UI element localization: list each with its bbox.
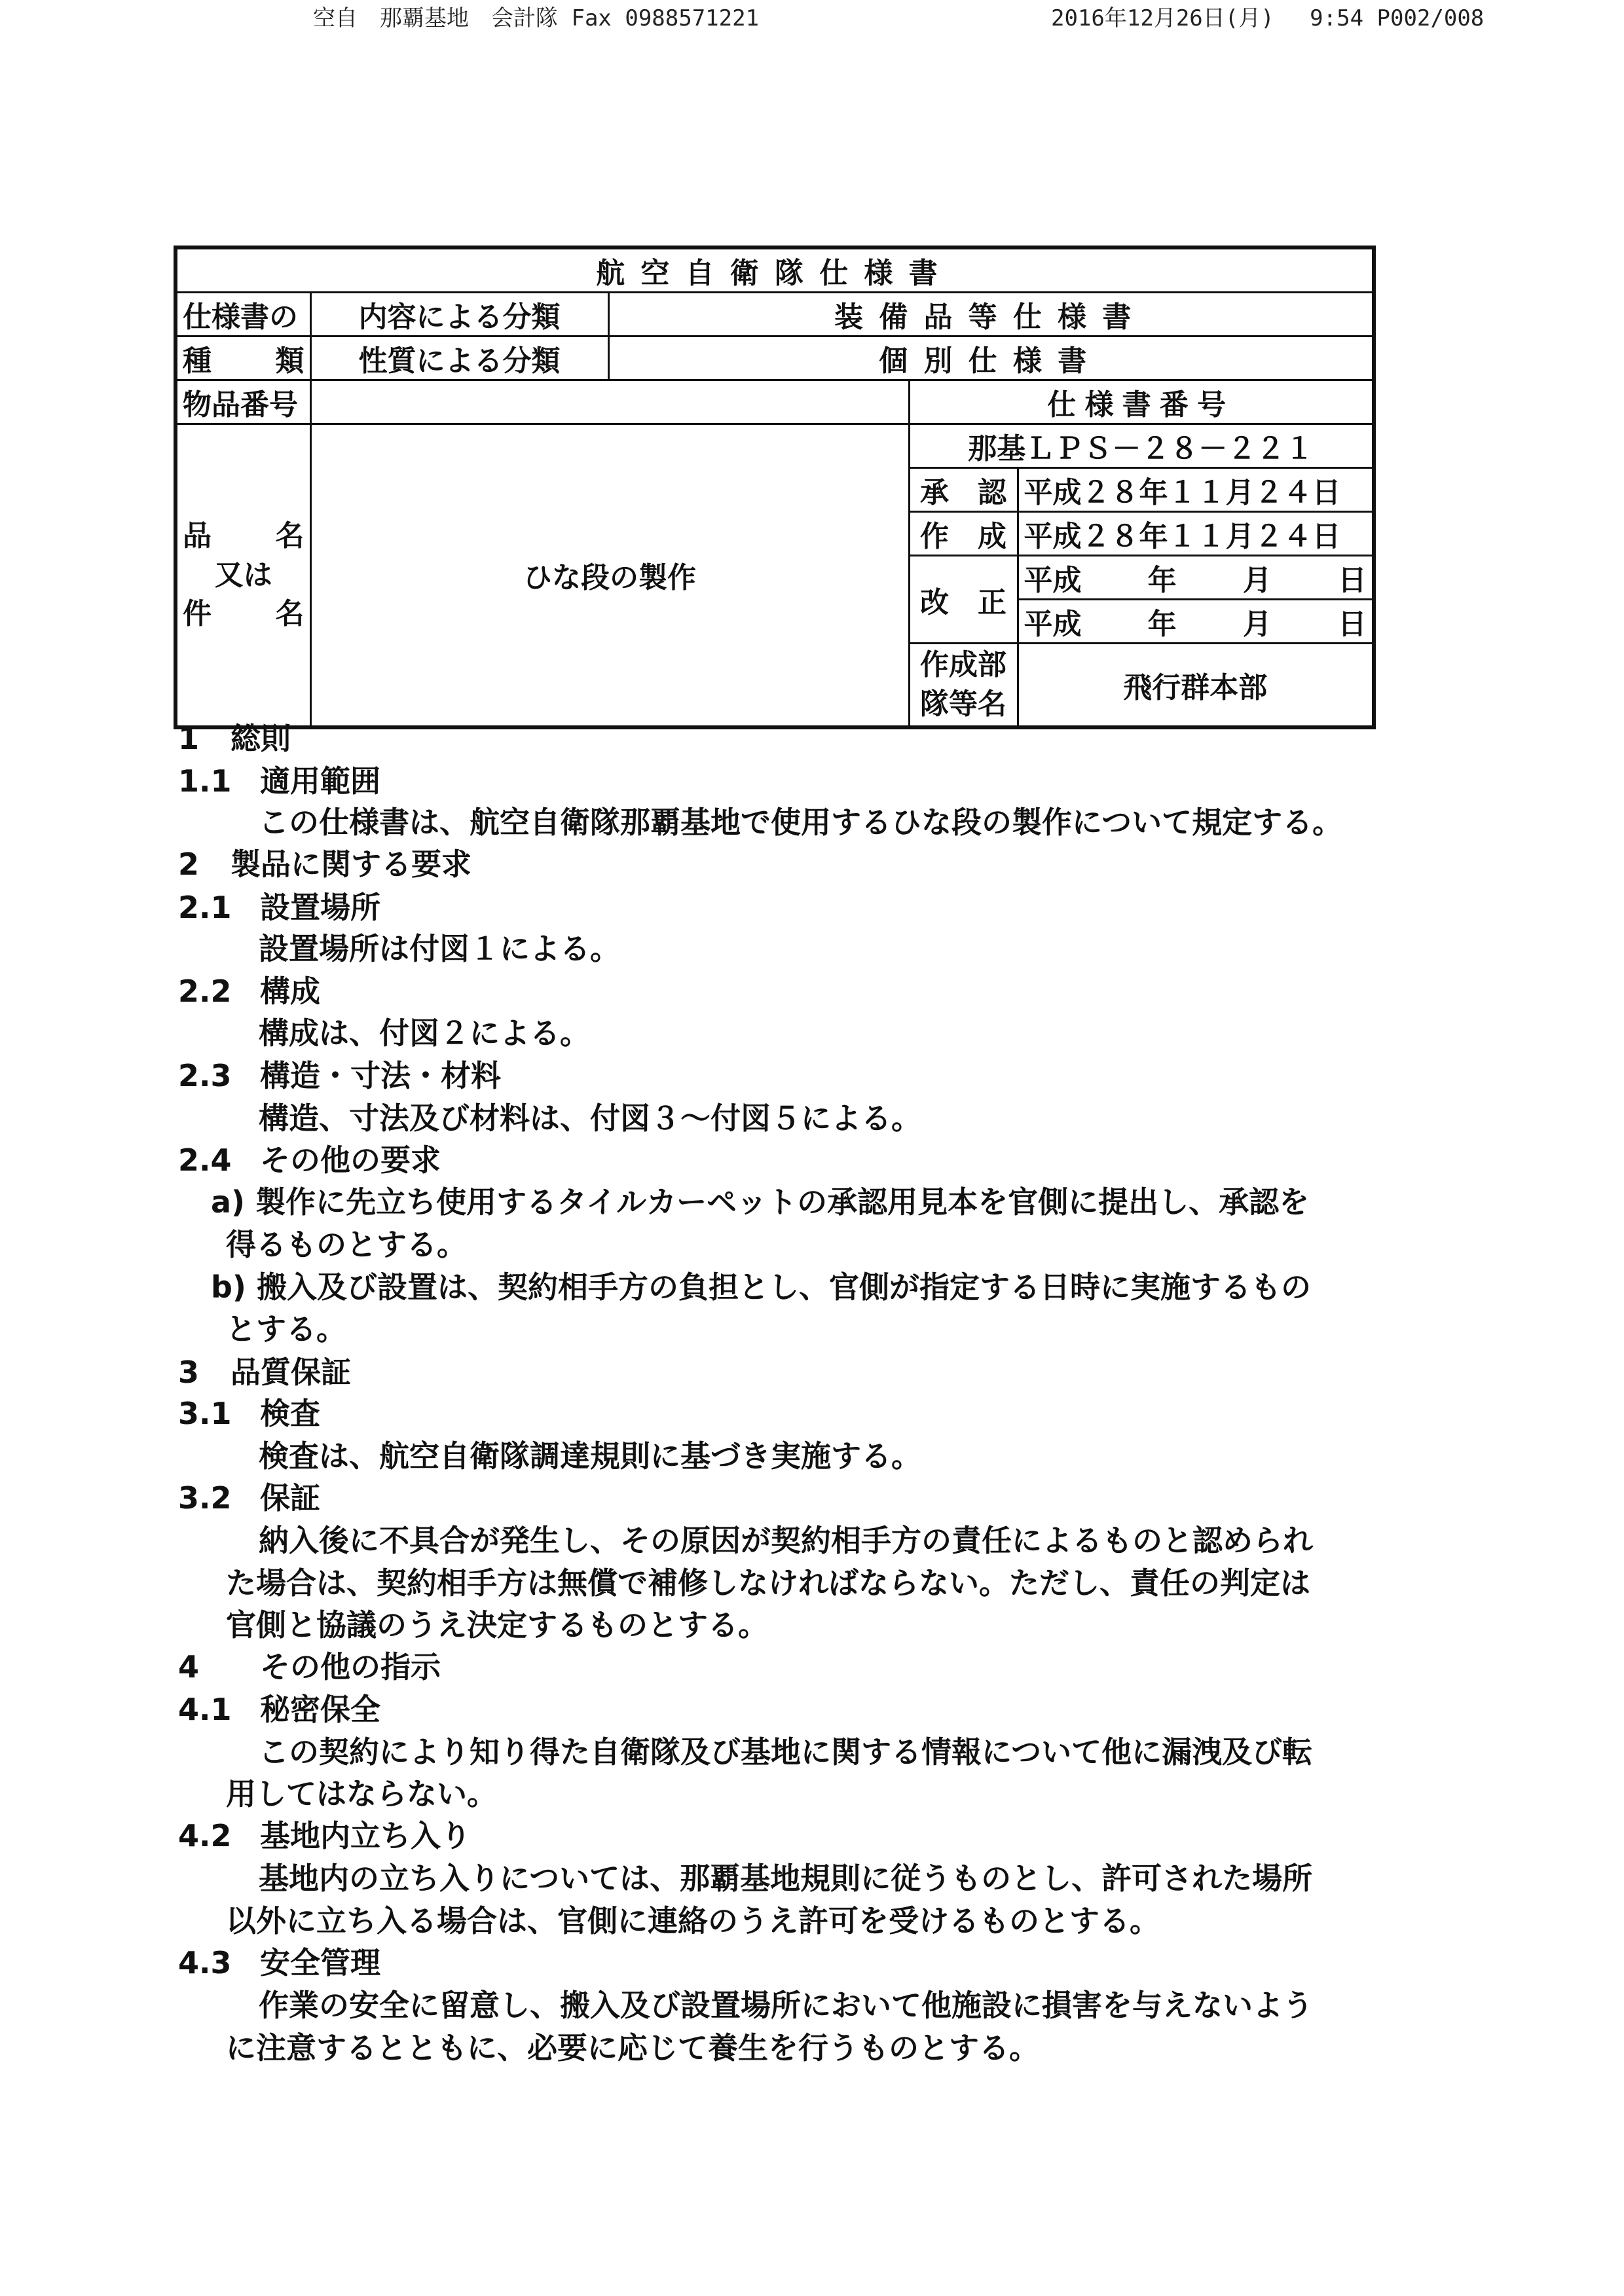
classification-by-nature-value: 個別仕様書 — [608, 337, 1374, 380]
section-2-3-text: 構造、寸法及び材料は、付図３～付図５による。 — [259, 1101, 921, 1136]
item-number-value — [310, 380, 909, 424]
section-4-1-heading: 4.1 秘密保全 — [178, 1692, 380, 1727]
revised-date-2: 平成 年 月 日 — [1018, 600, 1374, 644]
section-3-2-heading: 3.2 保証 — [178, 1480, 320, 1516]
classification-by-content-label: 内容による分類 — [310, 293, 608, 337]
section-2-4-heading: 2.4 その他の要求 — [178, 1142, 441, 1178]
section-4-2-text-1: 基地内の立ち入りについては、那覇基地規則に従うものとし、許可された場所 — [259, 1861, 1313, 1896]
section-4-3-text-1: 作業の安全に留意し、搬入及び設置場所において他施設に損害を与えないよう — [259, 1988, 1313, 2023]
dept-label: 作成部 隊等名 — [909, 644, 1018, 727]
section-1-heading: 1 総則 — [178, 721, 291, 756]
fax-sender-line: 空自 那覇基地 会計隊 Fax 0988571221 — [313, 5, 760, 31]
section-4-2-heading: 4.2 基地内立ち入り — [178, 1818, 471, 1853]
section-3-2-text-1: 納入後に不具合が発生し、その原因が契約相手方の責任によるものと認められ — [259, 1523, 1313, 1558]
spec-title: 航空自衛隊仕様書 — [175, 247, 1374, 293]
spec-header-table — [174, 246, 1376, 729]
section-2-2-text: 構成は、付図２による。 — [259, 1015, 590, 1051]
section-3-2-text-2: た場合は、契約相手方は無償で補修しなければならない。ただし、責任の判定は — [226, 1565, 1310, 1601]
section-1-1-text: この仕様書は、航空自衛隊那覇基地で使用するひな段の製作について規定する。 — [259, 805, 1343, 840]
revised-date-1: 平成 年 月 日 — [1018, 556, 1374, 600]
section-4-3-heading: 4.3 安全管理 — [178, 1945, 380, 1980]
spec-type-label-1: 仕様書の — [175, 293, 310, 337]
section-2-heading: 2 製品に関する要求 — [178, 847, 471, 882]
created-date: 平成２８年１１月２４日 — [1018, 512, 1374, 556]
section-4-2-text-2: 以外に立ち入る場合は、官側に連絡のうえ許可を受けるものとする。 — [226, 1903, 1160, 1939]
section-2-4-b-line-2: とする。 — [226, 1311, 346, 1347]
approved-label: 承 認 — [909, 468, 1018, 512]
fax-header — [0, 0, 1624, 33]
section-3-1-heading: 3.1 検査 — [178, 1396, 320, 1431]
section-1-1-heading: 1.1 適用範囲 — [178, 763, 380, 799]
revised-label: 改 正 — [909, 556, 1018, 644]
dept-value: 飛行群本部 — [1018, 644, 1374, 727]
classification-by-nature-label: 性質による分類 — [310, 337, 608, 380]
created-label: 作 成 — [909, 512, 1018, 556]
item-name-label: 品 名 又は 件 名 — [175, 424, 310, 727]
spec-number-value: 那基ＬＰＳ－２８－２２１ — [909, 424, 1374, 468]
approved-date: 平成２８年１１月２４日 — [1018, 468, 1374, 512]
classification-by-content-value: 装備品等仕様書 — [608, 293, 1374, 337]
item-name-value: ひな段の製作 — [310, 424, 909, 727]
section-2-1-text: 設置場所は付図１による。 — [259, 931, 620, 966]
section-2-4-a-line-1: a) 製作に先立ち使用するタイルカーペットの承認用見本を官側に提出し、承認を — [211, 1184, 1310, 1220]
section-4-1-text-1: この契約により知り得た自衛隊及び基地に関する情報について他に漏洩及び転 — [259, 1734, 1313, 1770]
section-3-2-text-3: 官側と協議のうえ決定するものとする。 — [226, 1607, 768, 1643]
section-3-1-text: 検査は、航空自衛隊調達規則に基づき実施する。 — [259, 1438, 921, 1474]
section-2-4-a-line-2: 得るものとする。 — [226, 1227, 467, 1262]
section-3-heading: 3 品質保証 — [178, 1355, 351, 1390]
section-2-3-heading: 2.3 構造・寸法・材料 — [178, 1058, 501, 1093]
spec-number-label: 仕様書番号 — [909, 380, 1374, 424]
section-2-1-heading: 2.1 設置場所 — [178, 890, 380, 925]
section-2-4-b-line-1: b) 搬入及び設置は、契約相手方の負担とし、官側が指定する日時に実施するもの — [211, 1269, 1311, 1305]
section-2-2-heading: 2.2 構成 — [178, 974, 320, 1009]
section-4-1-text-2: 用してはならない。 — [226, 1776, 497, 1812]
section-4-3-text-2: に注意するとともに、必要に応じて養生を行うものとする。 — [226, 2030, 1039, 2066]
fax-timestamp-page: 2016年12月26日(月) 9:54 P002/008 — [1051, 5, 1485, 31]
spec-type-label-2: 種 類 — [175, 337, 310, 380]
section-4-heading: 4 その他の指示 — [178, 1649, 441, 1685]
item-number-label: 物品番号 — [175, 380, 310, 424]
